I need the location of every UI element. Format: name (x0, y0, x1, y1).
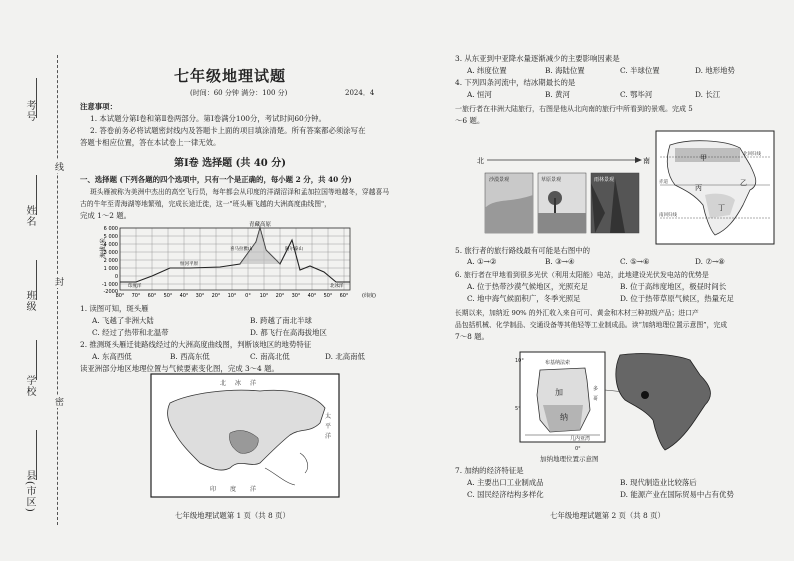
seal-line (57, 55, 58, 525)
ghana-map (515, 350, 725, 460)
map-label: 10° (515, 358, 524, 364)
q56-intro: 一旅行者在非洲大陆旅行，右图是他从北向南的旅行中所看到的景观。完成 5 (455, 105, 693, 113)
map-label: 纳 (560, 413, 568, 422)
chart-label-arctic: 北冰洋 (330, 284, 344, 289)
county-label: 县(市区) (24, 470, 35, 513)
region-label: 甲 (700, 154, 707, 162)
chart-label-ocean: 印度洋 (128, 284, 142, 289)
map-label: 0° (575, 446, 581, 452)
q3-option-a[interactable]: A. 纬度位置 (467, 66, 507, 75)
q1-option-d[interactable]: D. 都飞行在高海拔地区 (250, 328, 327, 337)
chart-ylabel: 海拔/米 (100, 237, 107, 258)
page-footer: 七年级地理试题第 2 页（共 8 页） (550, 511, 665, 520)
map-label: 几内亚湾 (570, 436, 591, 442)
q78-intro: 长期以来，加纳近 90% 的外汇收入来自可可、黄金和木材三种初级产品；进口产 (455, 309, 699, 317)
chart-label-altai: 阿尔泰山 (285, 247, 303, 252)
q3-option-b[interactable]: B. 海陆位置 (545, 66, 585, 75)
equator-label: 赤道 (659, 180, 668, 185)
q5-option-b[interactable]: B. ③→④ (545, 257, 575, 266)
seal-mark: 线 (55, 160, 64, 173)
q4-option-a[interactable]: A. 恒河 (467, 90, 492, 99)
africa-silhouette (616, 354, 711, 450)
x-tick: 20° (275, 293, 285, 298)
binding-margin (0, 0, 70, 561)
x-tick: 60° (147, 293, 157, 298)
x-tick: 0° (245, 293, 251, 298)
x-axis-unit: (纬度) (362, 293, 376, 298)
region-label: 乙 (740, 179, 747, 187)
region-label: 丁 (718, 204, 725, 212)
q7-option-a[interactable]: A. 主要出口工业制成品 (467, 478, 544, 487)
county-field[interactable] (36, 430, 37, 480)
q3-option-d[interactable]: D. 地形地势 (695, 66, 735, 75)
q78-intro: 7～8 题。 (455, 332, 489, 341)
map-label: 加 (555, 388, 563, 397)
south-label: 南 (643, 157, 650, 165)
time-score: (时间：60 分钟 满分：100 分) (190, 89, 288, 97)
q1-option-b[interactable]: B. 跨越了南北半球 (250, 316, 312, 325)
name-label: 姓名 (24, 205, 35, 227)
y-tick: 5 000 (103, 234, 118, 240)
q5-option-d[interactable]: D. ⑦→⑧ (695, 257, 725, 266)
asia-map (150, 373, 340, 498)
map-label: 洋 (250, 486, 257, 493)
chart-label-plain: 恒河平原 (180, 262, 198, 267)
q4-stem: 4. 下列四条河流中，结冰期最长的是 (455, 78, 576, 87)
q78-intro: 品包括机械、化学制品、交通设备等其他轻等工业制成品。读“加纳地理位置示意图”，完成 (455, 321, 728, 329)
photo-caption: 草原景观 (541, 177, 562, 183)
map-label: 北 (220, 380, 227, 387)
y-tick: 3 000 (103, 250, 118, 256)
q2-option-c[interactable]: C. 南高北低 (250, 352, 290, 361)
x-tick: 20° (211, 293, 221, 298)
q6-option-d[interactable]: D. 位于热带草原气候区，热量充足 (620, 294, 734, 303)
q7-option-c[interactable]: C. 国民经济结构多样化 (467, 490, 544, 499)
africa-map-regions (655, 130, 775, 245)
y-tick: -1 000 (101, 282, 118, 288)
school-label: 学校 (24, 375, 35, 397)
page-title: 七年级地理试题 (173, 67, 286, 85)
altitude-chart (80, 220, 380, 298)
x-tick: 10° (227, 293, 237, 298)
x-tick: 50° (163, 293, 173, 298)
section-title: 第Ⅰ卷 选择题 (共 40 分) (174, 158, 286, 169)
x-tick: 80° (115, 293, 125, 298)
photo-caption: 沙漠景观 (489, 177, 510, 183)
map-label: 印 (210, 486, 217, 493)
y-tick: 0 (114, 274, 118, 280)
map-label: 5° (515, 406, 521, 412)
exam-date: 2024．4 (345, 89, 375, 97)
map-label: 度 (230, 486, 237, 493)
notice-heading: 注意事项： (80, 102, 117, 111)
q3-option-c[interactable]: C. 半球位置 (620, 66, 660, 75)
chart-title: 青藏高原 (248, 222, 272, 228)
y-tick: 1 000 (103, 266, 118, 272)
notice-item: 1. 本试题分第Ⅰ卷和第Ⅱ卷两部分。第Ⅰ卷满分100分，考试时间60分钟。 (90, 114, 326, 123)
q2-option-b[interactable]: B. 西高东低 (170, 352, 210, 361)
ghana-caption: 加纳地理位置示意图 (540, 455, 599, 463)
q4-option-b[interactable]: B. 黄河 (545, 90, 570, 99)
x-tick: 10° (259, 293, 269, 298)
landscape-photos (475, 153, 650, 238)
tropic-south-label: 南回归线 (659, 213, 677, 218)
y-tick: -2000 (103, 289, 118, 295)
x-tick: 70° (131, 293, 141, 298)
class-field[interactable] (36, 260, 37, 300)
q7-option-d[interactable]: D. 能源产业在国际贸易中占有优势 (620, 490, 734, 499)
class-label: 班级 (24, 290, 35, 312)
x-tick: 40° (307, 293, 317, 298)
q1-option-a[interactable]: A. 飞越了非洲大陆 (92, 316, 154, 325)
x-tick: 60° (339, 293, 349, 298)
q4-option-c[interactable]: C. 鄂毕河 (620, 90, 653, 99)
q2-stem: 2. 推测斑头雁迁徙路线经过的大洲高度曲线图，判断该地区的地势特征 (80, 340, 312, 349)
seal-mark: 密 (55, 395, 64, 408)
photo-caption: 雨林景观 (594, 177, 615, 183)
x-tick: 50° (323, 293, 333, 298)
q1-option-c[interactable]: C. 经过了热带和北温带 (92, 328, 169, 337)
map-label: 多 (593, 386, 599, 392)
name-field[interactable] (36, 175, 37, 215)
y-tick: 6 000 (103, 226, 118, 232)
notice-item: 2. 答卷前务必将试题密封线内及答题卡上面的项目填涂清楚。所有答案都必须涂写在 (90, 126, 366, 135)
y-tick: 2 000 (103, 258, 118, 264)
map-label: 太 (325, 413, 332, 420)
intro-line: 完成 1～2 题。 (80, 211, 132, 220)
x-tick: 30° (291, 293, 301, 298)
school-field[interactable] (36, 340, 37, 380)
intro-line: 古的牛年至青海湖等地繁殖，完成长途迁徙，这一"班头雁飞越的大洲高度曲线图"， (80, 200, 331, 208)
map-label: 冰 (235, 380, 242, 387)
map-label: 洋 (250, 380, 257, 387)
q3-stem: 3. 从东亚到中亚降水量逐渐减少的主要影响因素是 (455, 54, 620, 63)
exam-no-field[interactable] (36, 78, 37, 118)
exam-no-label: 考号 (24, 100, 35, 122)
region-label: 丙 (695, 184, 702, 192)
x-tick: 40° (179, 293, 189, 298)
q6-stem: 6. 旅行者在甲地看到很多光伏（利用太阳能）电站，此地建设光伏发电站的优势是 (455, 271, 709, 279)
q7-option-b[interactable]: B. 现代制造业比较落后 (620, 478, 697, 487)
q56-intro: ～6 题。 (455, 116, 485, 125)
map-label: 布基纳法索 (545, 360, 571, 366)
q2-option-d[interactable]: D. 北高南低 (325, 352, 365, 361)
q2-option-a[interactable]: A. 东高西低 (92, 352, 132, 361)
section-instruction: 一、选择题 (下列各题的四个选项中，只有一个是正确的，每小题 2 分，共 40 分) (80, 175, 352, 184)
q6-option-c[interactable]: C. 地中海气候面积广，冬季光照足 (467, 294, 581, 303)
tropic-north-label: 北回归线 (743, 152, 761, 157)
q5-stem: 5. 旅行者的旅行路线最有可能是右图中的 (455, 246, 591, 255)
page-footer: 七年级地理试题第 1 页（共 8 页） (175, 511, 290, 520)
q5-option-c[interactable]: C. ⑤→⑥ (620, 257, 650, 266)
seal-mark: 封 (55, 275, 64, 288)
q34-intro: 读亚洲部分地区地理位置与气候要素变化图，完成 3～4 题。 (80, 364, 279, 373)
notice-item: 答题卡相应位置，答在本试卷上一律无效。 (80, 138, 221, 147)
north-label: 北 (477, 157, 484, 165)
q7-stem: 7. 加纳的经济特征是 (455, 466, 524, 475)
map-label: 哥 (593, 396, 599, 402)
map-label: 洋 (325, 433, 332, 440)
q5-option-a[interactable]: A. ①→② (467, 257, 497, 266)
map-label: 平 (325, 423, 332, 430)
q6-option-a[interactable]: A. 位于热带沙漠气候地区，光照充足 (467, 282, 588, 291)
q1-stem: 1. 读图可知，斑头雁 (80, 304, 149, 313)
intro-line: 斑头雁被称为美洲中杰出的高空飞行员，每年都会从印度的洋湖沼泽和孟加拉国等地越冬，穿越喜马 (90, 188, 390, 196)
x-tick: 30° (195, 293, 205, 298)
y-tick: 4 000 (103, 242, 118, 248)
q4-option-d[interactable]: D. 长江 (695, 90, 721, 99)
chart-label-himalaya: 喜马拉雅山 (230, 247, 253, 252)
q6-option-b[interactable]: B. 位于高纬度地区，极昼时间长 (620, 282, 727, 291)
